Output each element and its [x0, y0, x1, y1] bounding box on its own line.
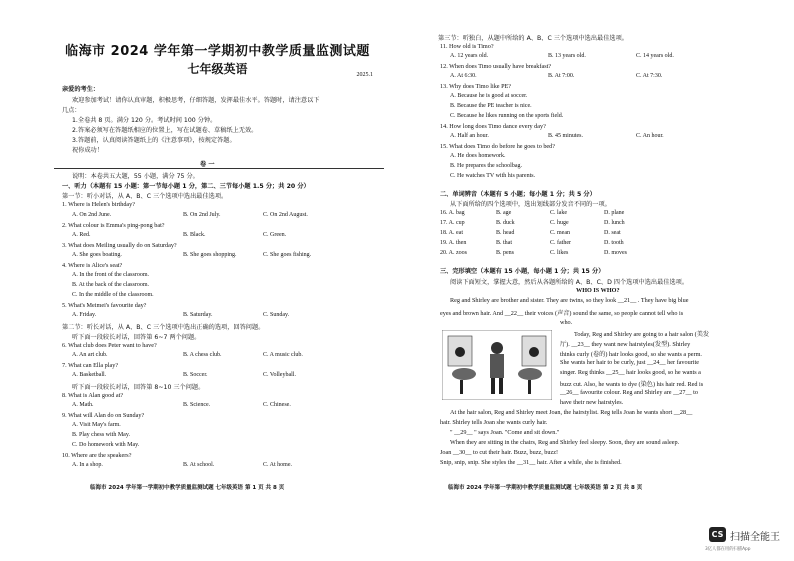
section-header: 三、完形填空（本题有 15 小题，每小题 1 分；共 15 分）	[440, 268, 605, 275]
passage-line: hair. Shirley tells Joan she wants curly hair.	[440, 419, 548, 426]
scanner-tagline: 3亿人都在用的扫描App	[705, 547, 751, 552]
phonetic-option: B. that	[496, 240, 512, 246]
phonetic-option: D. seat	[604, 230, 621, 236]
option: C. At 7:30.	[636, 73, 663, 79]
passage-line: When they are sitting in the chairs, Reg and Shirley feel sleepy. Soon, they are sound asleep.	[450, 439, 680, 446]
page-footer: 临海市 2024 学年第一学期初中教学质量监测试题 七年级英语 第 2 页 共 8 页	[448, 485, 643, 491]
option: A. 12 years old.	[450, 53, 489, 59]
option: A. Basketball.	[72, 372, 107, 378]
option: C. At home.	[263, 462, 293, 468]
option: B. At school.	[183, 462, 215, 468]
phonetic-option: 18. A. eat	[440, 230, 463, 236]
option: C. Chinese.	[263, 402, 291, 408]
question: 15. What does Timo do before he goes to bed?	[440, 143, 556, 150]
phonetic-option: D. tooth	[604, 240, 624, 246]
exam-date: 2025.1	[356, 72, 373, 78]
option: C. 14 years old.	[636, 53, 674, 59]
option: A. An art club.	[72, 352, 108, 358]
option: B. At 7:00.	[548, 73, 575, 79]
instruction-line: 祝你成功！	[72, 147, 103, 154]
phonetic-option: D. lunch	[604, 220, 625, 226]
option: C. Sunday.	[263, 312, 290, 318]
option: B. On 2nd July.	[183, 212, 221, 218]
passage-line: who.	[560, 319, 573, 326]
option: C. She goes fishing.	[263, 252, 312, 258]
passage-line: __26__ favourite colour. Reg and Shirley are __27__ to	[560, 389, 698, 396]
passage-line: Joan __30__ to cut their hair. Buzz, buzz, buzz!	[440, 449, 559, 456]
option: A. On 2nd June.	[72, 212, 112, 218]
phonetic-option: B. pens	[496, 250, 514, 256]
option: C. An hour.	[636, 133, 664, 139]
part-instruction: 第一节：听小对话，从 A、B、C 三个选项中选出最佳选项。	[62, 193, 228, 200]
phonetic-option: C. father	[550, 240, 571, 246]
option: A. Red.	[72, 232, 91, 238]
option: A. He does homework.	[450, 153, 506, 159]
part-instruction: 听下面一段较长对话，回答第 6~7 两个问题。	[72, 334, 201, 341]
question: 14. How long does Timo dance every day?	[440, 123, 546, 130]
phonetic-option: 17. A. cup	[440, 220, 465, 226]
option: A. Half an hour.	[450, 133, 489, 139]
option: B. At the back of the classroom.	[72, 282, 149, 288]
hair-salon-illustration	[442, 330, 552, 400]
option: A. She goes boating.	[72, 252, 122, 258]
phonetic-option: B. age	[496, 210, 512, 216]
phonetic-option: B. head	[496, 230, 515, 236]
question: 1. Where is Helen's birthday?	[62, 201, 135, 208]
question: 13. Why does Timo like PE?	[440, 83, 512, 90]
page-footer: 临海市 2024 学年第一学期初中教学质量监测试题 七年级英语 第 1 页 共 8 页	[90, 485, 285, 491]
volume-desc: 说明：本卷共五大题，55 小题，满分 75 分。	[72, 173, 199, 180]
phonetic-option: B. duck	[496, 220, 515, 226]
option: A. At 6:30.	[450, 73, 477, 79]
phonetic-option: 20. A. zoos	[440, 250, 467, 256]
greeting: 亲爱的考生：	[62, 86, 100, 93]
option: A. Visit May's farm.	[72, 422, 121, 428]
page-2	[436, 0, 778, 495]
instruction-line: 几点：	[62, 107, 81, 114]
question: 11. How old is Timo?	[440, 43, 494, 50]
option: C. Because he likes running on the sports field.	[450, 113, 564, 119]
option: C. A music club.	[263, 352, 303, 358]
option: B. 13 years old.	[548, 53, 586, 59]
part-instruction: 第二节：听长对话，从 A、B、C 三个选项中选出正确的选项，回答问题。	[62, 324, 265, 331]
option: B. A chess club.	[183, 352, 222, 358]
page-1	[50, 0, 385, 495]
passage-line: buzz cut. Also, he wants to dye (染色) his hair red. Red is	[560, 381, 704, 388]
passage-line: She wants her hair to be curly, just __24__ her favourite	[560, 359, 699, 366]
part-instruction: 听下面一段较长对话，回答第 8~10 三个问题。	[72, 384, 205, 391]
question: 6. What club does Peter want to have?	[62, 342, 157, 349]
option: A. In a shop.	[72, 462, 103, 468]
option: A. Because he is good at soccer.	[450, 93, 528, 99]
section-desc: 从下面所给的四个选项中，选出划线部分发音不同的一项。	[450, 201, 611, 208]
option: B. Because the PE teacher is nice.	[450, 103, 532, 109]
phonetic-option: C. likes	[550, 250, 569, 256]
passage-line: " __29__ " says Joan. "Come and sit down."	[450, 429, 560, 436]
question: 10. Where are the speakers?	[62, 452, 132, 459]
passage-line: 厅). __23__ they want new hairstyles(发型). Shirley	[560, 341, 691, 348]
option: B. He prepares the schoolbag.	[450, 163, 522, 169]
phonetic-option: D. moves	[604, 250, 627, 256]
option: A. In the front of the classroom.	[72, 272, 149, 278]
option: B. Saturday.	[183, 312, 213, 318]
question: 12. When does Timo usually have breakfast?	[440, 63, 552, 70]
exam-title: 临海市 2024 学年第一学期初中教学质量监测试题	[65, 44, 370, 59]
section-desc: 阅读下面短文，掌握大意，然后从各题所给的 A、B、C、D 四个选项中选出最佳选项。	[450, 279, 689, 286]
instruction-line: 3.答题前，认真阅读答题纸上的《注意事项》，按规定答题。	[72, 137, 236, 144]
section-header: 二、单词辨音（本题有 5 小题；每小题 1 分；共 5 分）	[440, 191, 596, 198]
option: C. Green.	[263, 232, 287, 238]
option: B. 45 minutes.	[548, 133, 584, 139]
volume-label: 卷 一	[200, 161, 215, 168]
option: B. She goes shopping.	[183, 252, 237, 258]
passage-line: have their new hairstyles.	[560, 399, 624, 406]
section-header: 一、听力（本题有 15 小题：第一节每小题 1 分，第二、三节每小题 1.5 分；共 20 分）	[62, 183, 310, 190]
option: C. Volleyball.	[263, 372, 296, 378]
instruction-line: 2.答案必须写在答题纸相应的位置上，写在试题卷、草稿纸上无效。	[72, 127, 258, 134]
passage-line: thinks curly (卷的) hair looks good, so she wants a perm.	[560, 351, 702, 358]
exam-subtitle: 七年级英语	[187, 62, 248, 76]
passage-line: At the hair salon, Reg and Shirley meet Joan, the hairstylist. Reg tells Joan he wants short __28__	[450, 409, 693, 416]
option: A. Math.	[72, 402, 94, 408]
question: 7. What can Ella play?	[62, 362, 119, 369]
scanner-app-name: 扫描全能王	[730, 532, 780, 543]
phonetic-option: 16. A. bag	[440, 210, 465, 216]
phonetic-option: D. plane	[604, 210, 625, 216]
instruction-line: 欢迎参加考试！请你认真审题，积极思考，仔细答题，发挥最佳水平。答题时，请注意以下	[72, 97, 320, 104]
option: C. He watches TV with his parents.	[450, 173, 536, 179]
question: 4. Where is Alice's seat?	[62, 262, 123, 269]
passage-line: Today, Reg and Shirley are going to a hair salon (美发	[574, 331, 710, 338]
instruction-line: 1.全卷共 8 页。满分 120 分。考试时间 100 分钟。	[72, 117, 217, 124]
option: B. Play chess with May.	[72, 432, 130, 438]
option: C. In the middle of the classroom.	[72, 292, 154, 298]
option: C. On 2nd August.	[263, 212, 308, 218]
passage-line: singer. Reg thinks __25__ hair looks good, so he wants a	[560, 369, 701, 376]
part-instruction: 第三节：听独白，从题中所给的 A、B、C 三个选项中选出最佳选项。	[438, 35, 628, 42]
question: 8. What is Alan good at?	[62, 392, 124, 399]
option: B. Soccer.	[183, 372, 208, 378]
passage-line: eyes and brown hair. And __22__ their voices (声音) sound the same, so people cannot tell who is	[440, 310, 684, 317]
phonetic-option: C. lake	[550, 210, 567, 216]
question: 2. What colour is Emma's ping-pong bat?	[62, 222, 165, 229]
phonetic-option: C. mean	[550, 230, 570, 236]
option: B. Black.	[183, 232, 206, 238]
divider	[54, 168, 384, 169]
phonetic-option: C. huge	[550, 220, 569, 226]
passage-title: WHO IS WHO?	[576, 287, 620, 294]
question: 5. What's Meimei's favourite day?	[62, 302, 147, 309]
passage-line: Reg and Shirley are brother and sister. They are twins, so they look __21__ . They have big blue	[450, 297, 689, 304]
passage-line: Snip, snip, snip. She styles the __31__ hair. After a while, she is finished.	[440, 459, 622, 466]
question: 9. What will Alan do on Sunday?	[62, 412, 145, 419]
camscanner-logo-icon: CS	[709, 527, 726, 542]
phonetic-option: 19. A. then	[440, 240, 467, 246]
option: A. Friday.	[72, 312, 97, 318]
question: 3. What does Meiling usually do on Saturday?	[62, 242, 177, 249]
option: B. Science.	[183, 402, 211, 408]
option: C. Do homework with May.	[72, 442, 140, 448]
